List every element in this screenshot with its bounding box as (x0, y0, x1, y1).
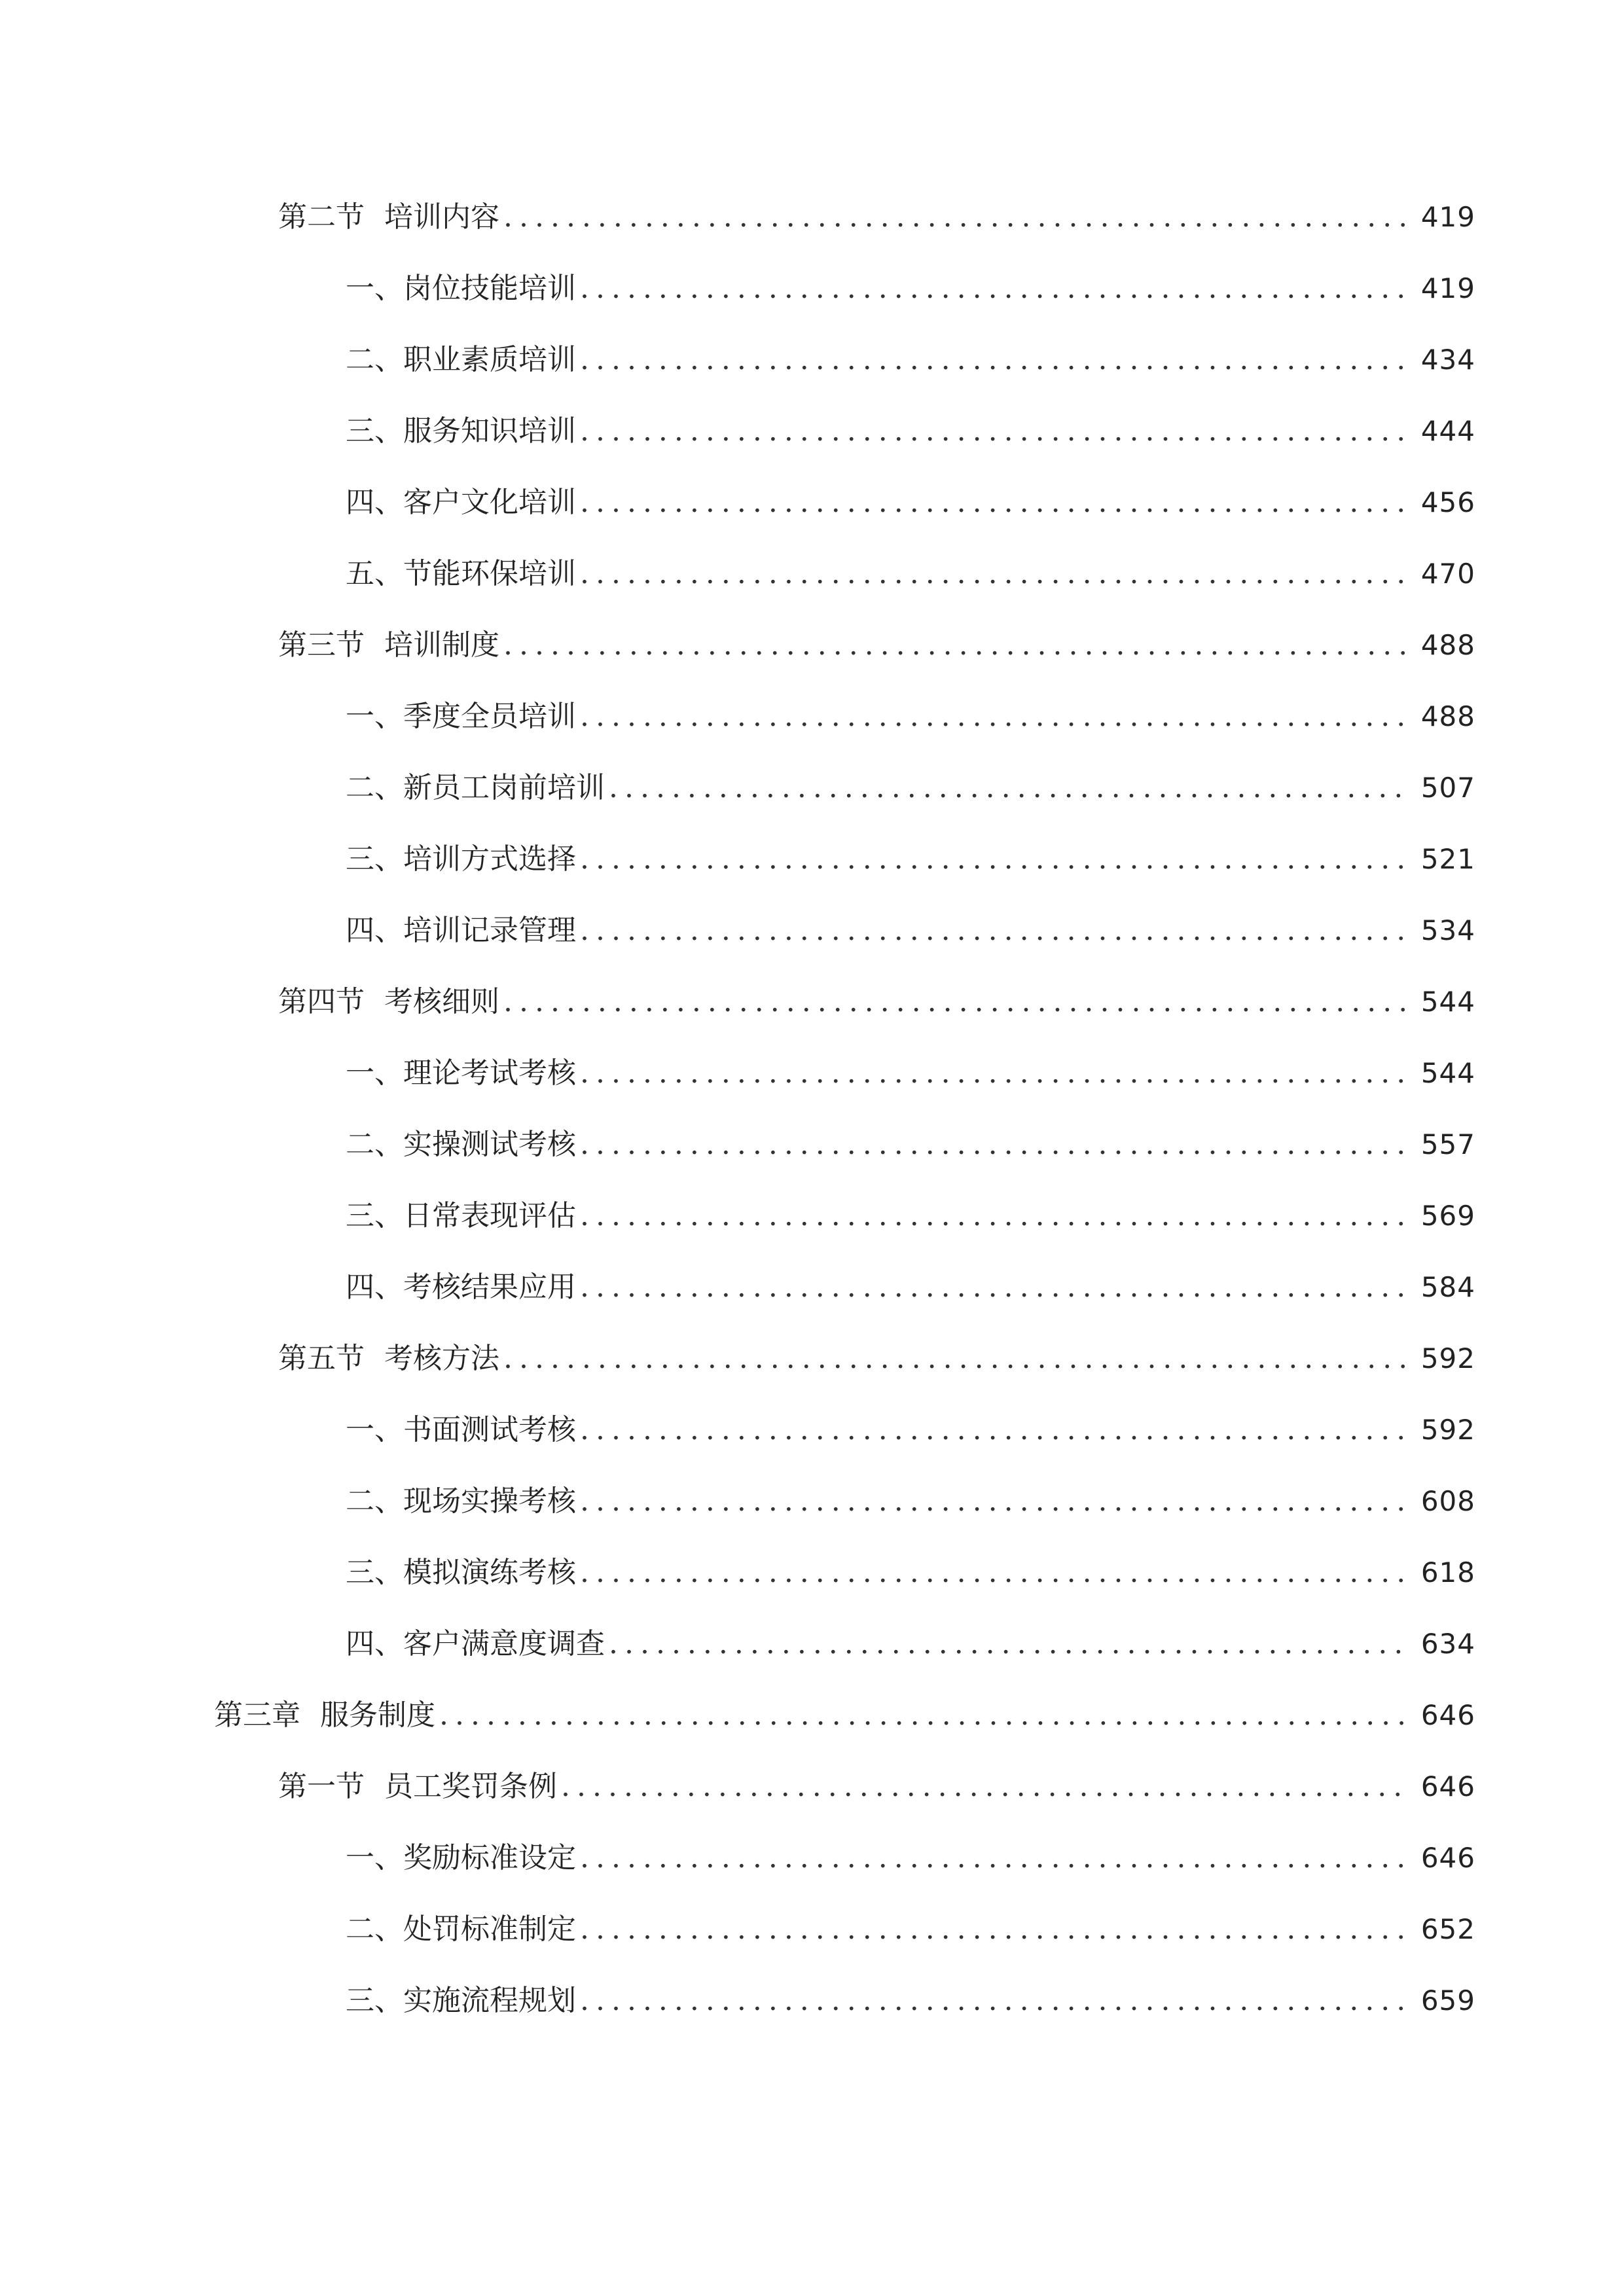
toc-item-row[interactable] (346, 1550, 1475, 1596)
toc-page-number: 488 (1420, 629, 1475, 661)
toc-page-number: 652 (1420, 1913, 1475, 1945)
toc-page-number: 521 (1420, 843, 1475, 875)
dot-leader (580, 1835, 1409, 1881)
toc-number: 四、 (346, 914, 403, 947)
toc-page-number: 544 (1420, 986, 1475, 1018)
dot-leader (580, 1193, 1409, 1239)
toc-section-row[interactable] (278, 979, 1475, 1025)
toc-item-row[interactable] (346, 1050, 1475, 1096)
toc-page-number: 470 (1420, 558, 1475, 590)
toc-section-row[interactable] (278, 1336, 1475, 1382)
toc-item-row[interactable] (346, 266, 1475, 312)
toc-title: 培训方式选择 (403, 842, 576, 876)
dot-leader (580, 1907, 1409, 1952)
toc-title: 岗位技能培训 (403, 272, 576, 305)
dot-leader (580, 266, 1409, 312)
toc-title: 日常表现评估 (403, 1199, 576, 1232)
toc-title: 奖励标准设定 (403, 1841, 576, 1874)
dot-leader (580, 908, 1409, 954)
dot-leader (503, 194, 1409, 240)
toc-title: 考核细则 (384, 985, 499, 1018)
toc-number: 第一节 (278, 1770, 365, 1803)
toc-title: 考核结果应用 (403, 1270, 576, 1304)
toc-title: 培训制度 (384, 628, 499, 662)
dot-leader (580, 1407, 1409, 1453)
toc-number: 四、 (346, 486, 403, 519)
toc-number: 第五节 (278, 1342, 365, 1375)
dot-leader (503, 979, 1409, 1025)
toc-item-row[interactable] (346, 337, 1475, 383)
toc-page-number: 646 (1420, 1842, 1475, 1874)
toc-number: 二、 (346, 343, 403, 376)
toc-number: 三、 (346, 1199, 403, 1232)
toc-title: 客户文化培训 (403, 486, 576, 519)
toc-number: 三、 (346, 414, 403, 448)
toc-number: 一、 (346, 700, 403, 733)
toc-number: 三、 (346, 1556, 403, 1589)
toc-title: 职业素质培训 (403, 343, 576, 376)
toc-number: 二、 (346, 1128, 403, 1161)
toc-number: 一、 (346, 1056, 403, 1090)
toc-number: 四、 (346, 1270, 403, 1304)
toc-page-number: 456 (1420, 486, 1475, 518)
toc-title: 客户满意度调查 (403, 1627, 605, 1660)
toc-title: 处罚标准制定 (403, 1912, 576, 1946)
toc-page-number: 419 (1420, 201, 1475, 233)
toc-title: 实施流程规划 (403, 1984, 576, 2017)
toc-title: 服务制度 (320, 1698, 435, 1732)
dot-leader (580, 1050, 1409, 1096)
toc-title: 员工奖罚条例 (384, 1770, 557, 1803)
dot-leader (609, 765, 1409, 811)
toc-item-row[interactable] (346, 836, 1475, 882)
toc-page-number: 646 (1420, 1770, 1475, 1803)
dot-leader (580, 551, 1409, 597)
toc-title: 模拟演练考核 (403, 1556, 576, 1589)
toc-number: 四、 (346, 1627, 403, 1660)
toc-page-number: 659 (1420, 1984, 1475, 2017)
toc-page-number: 444 (1420, 415, 1475, 447)
dot-leader (580, 480, 1409, 526)
toc-title: 现场实操考核 (403, 1484, 576, 1518)
toc-item-row[interactable] (346, 1978, 1475, 2024)
toc-number: 第四节 (278, 985, 365, 1018)
toc-title: 理论考试考核 (403, 1056, 576, 1090)
toc-item-row[interactable] (346, 908, 1475, 954)
toc-number: 二、 (346, 1484, 403, 1518)
toc-title: 节能环保培训 (403, 557, 576, 590)
toc-item-row[interactable] (346, 1479, 1475, 1524)
toc-item-row[interactable] (346, 694, 1475, 740)
toc-item-row[interactable] (346, 408, 1475, 454)
toc-page-number: 544 (1420, 1057, 1475, 1089)
toc-title: 书面测试考核 (403, 1413, 576, 1446)
toc-title: 培训记录管理 (403, 914, 576, 947)
toc-section-row[interactable] (278, 1764, 1475, 1810)
toc-title: 考核方法 (384, 1342, 499, 1375)
toc-item-row[interactable] (346, 551, 1475, 597)
toc-chapter-row[interactable] (214, 1693, 1475, 1738)
dot-leader (580, 1550, 1409, 1596)
toc-title: 培训内容 (384, 200, 499, 234)
toc-item-row[interactable] (346, 1265, 1475, 1310)
dot-leader (580, 1265, 1409, 1310)
toc-item-row[interactable] (346, 765, 1475, 811)
toc-page-number: 419 (1420, 272, 1475, 304)
dot-leader (580, 1122, 1409, 1168)
dot-leader (503, 1336, 1409, 1382)
toc-page-number: 646 (1420, 1699, 1475, 1731)
dot-leader (561, 1764, 1409, 1810)
dot-leader (580, 836, 1409, 882)
toc-title: 服务知识培训 (403, 414, 576, 448)
toc-page-number: 618 (1420, 1556, 1475, 1588)
toc-item-row[interactable] (346, 1907, 1475, 1952)
toc-item-row[interactable] (346, 1621, 1475, 1667)
toc-number: 二、 (346, 771, 403, 804)
toc-item-row[interactable] (346, 1407, 1475, 1453)
toc-page-number: 608 (1420, 1485, 1475, 1517)
toc-number: 一、 (346, 272, 403, 305)
toc-title: 新员工岗前培训 (403, 771, 605, 804)
dot-leader (580, 408, 1409, 454)
dot-leader (580, 1978, 1409, 2024)
toc-number: 第二节 (278, 200, 365, 234)
toc-page-number: 592 (1420, 1414, 1475, 1446)
toc-page-number: 592 (1420, 1342, 1475, 1374)
toc-number: 三、 (346, 842, 403, 876)
toc-number: 三、 (346, 1984, 403, 2017)
toc-page-number: 557 (1420, 1128, 1475, 1160)
toc-title: 季度全员培训 (403, 700, 576, 733)
toc-page-number: 634 (1420, 1628, 1475, 1660)
dot-leader (503, 622, 1409, 668)
dot-leader (609, 1621, 1409, 1667)
toc-item-row[interactable] (346, 1835, 1475, 1881)
toc-number: 一、 (346, 1841, 403, 1874)
toc-number: 五、 (346, 557, 403, 590)
toc-title: 实操测试考核 (403, 1128, 576, 1161)
toc-item-row[interactable] (346, 1122, 1475, 1168)
toc-page-number: 534 (1420, 914, 1475, 946)
toc-number: 二、 (346, 1912, 403, 1946)
toc-page-number: 488 (1420, 700, 1475, 732)
toc-number: 一、 (346, 1413, 403, 1446)
toc-page-number: 584 (1420, 1271, 1475, 1303)
toc-page-number: 569 (1420, 1200, 1475, 1232)
toc-number: 第三章 (214, 1698, 300, 1732)
toc-page-number: 507 (1420, 772, 1475, 804)
dot-leader (439, 1693, 1409, 1738)
toc-section-row[interactable] (278, 622, 1475, 668)
dot-leader (580, 1479, 1409, 1524)
toc-page-number: 434 (1420, 344, 1475, 376)
toc-item-row[interactable] (346, 1193, 1475, 1239)
dot-leader (580, 694, 1409, 740)
dot-leader (580, 337, 1409, 383)
toc-number: 第三节 (278, 628, 365, 662)
toc-item-row[interactable] (346, 480, 1475, 526)
toc-section-row[interactable] (278, 194, 1475, 240)
